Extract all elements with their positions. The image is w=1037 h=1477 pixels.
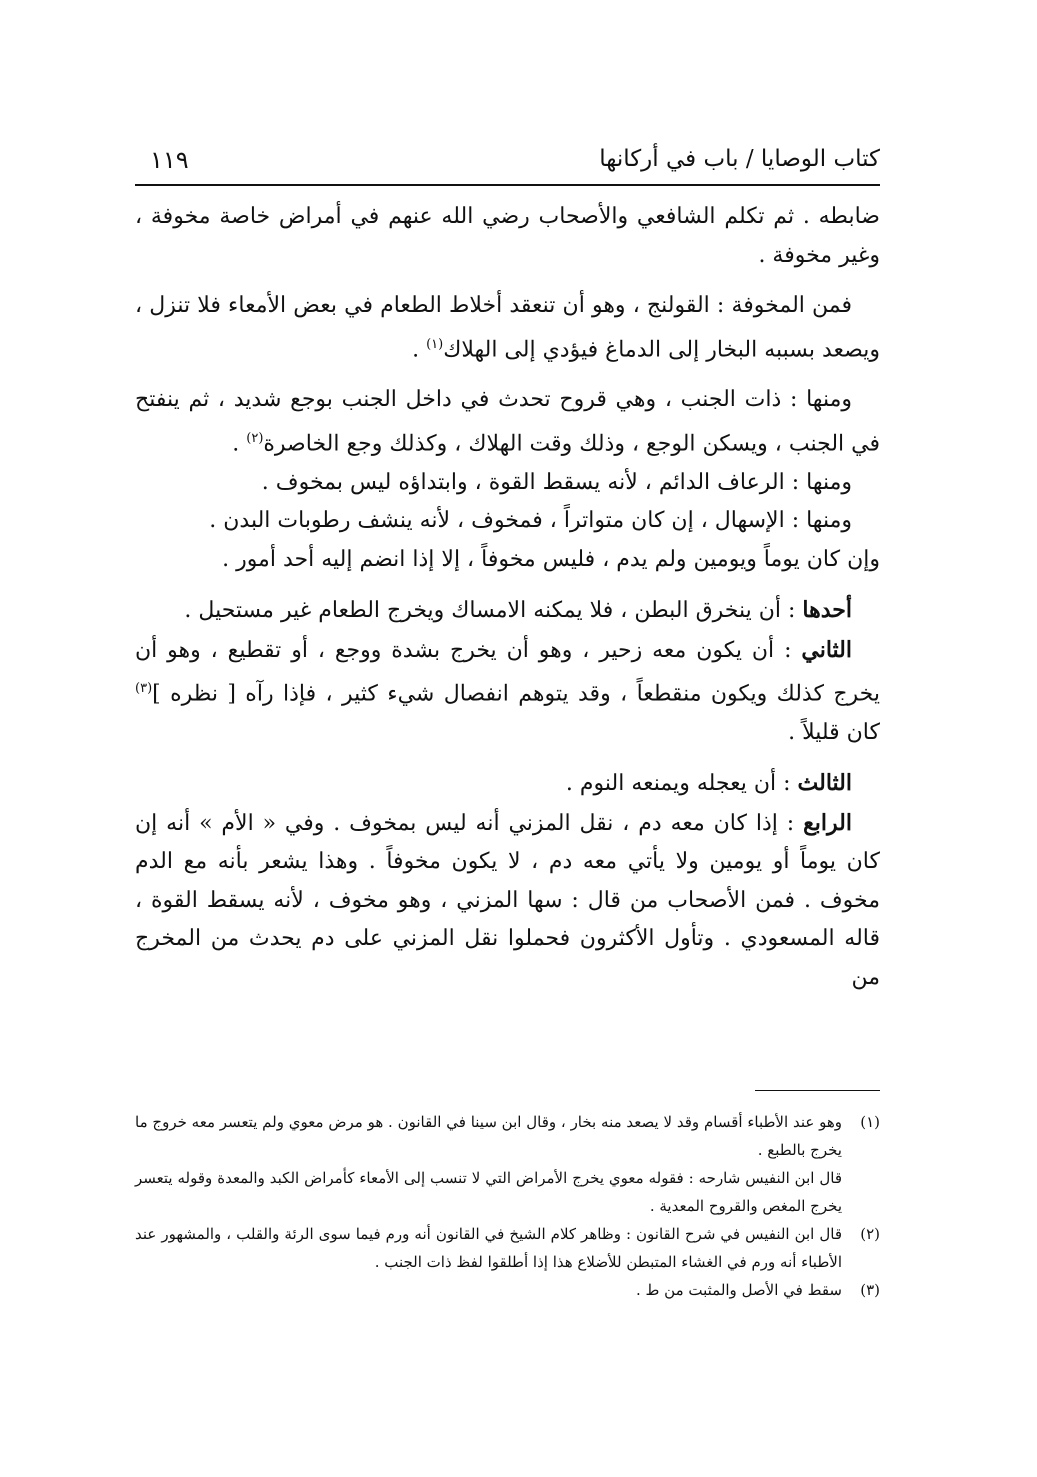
paragraph-2 — [135, 287, 880, 369]
paragraph-2-text: فمن المخوفة : القولنج ، وهو أن تنعقد أخلاط الطعام في بعض الأمعاء فلا تنزل ، ويصعد بسببه البخار إلى الدماغ فيؤدي إلى الهلاك — [135, 293, 880, 362]
footnote-ref-2[interactable]: (٢) — [246, 430, 264, 446]
footnote-2 — [135, 1220, 880, 1276]
paragraph-7-text: : أن ينخرق البطن ، فلا يمكنه الامساك ويخرج الطعام غير مستحيل . — [184, 598, 803, 624]
paragraph-10 — [135, 804, 880, 998]
paragraph-3 — [135, 381, 880, 463]
footnote-1-continuation: قال ابن النفيس شارحه : فقوله معوي يخرج الأمراض التي لا تنسب إلى الأمعاء كأمراض الكبد والمعدة وقوله يتعسر يخرج المغص والقروح المعدية . — [135, 1169, 842, 1215]
header-title: كتاب الوصايا / باب في أركانها — [599, 146, 880, 172]
page-number: ١١٩ — [150, 146, 189, 174]
paragraph-9-text: : أن يعجله ويمنعه النوم . — [565, 771, 798, 797]
footnote-rule — [755, 1090, 880, 1091]
item-label-1: أحدها — [802, 597, 852, 624]
footnote-2-number: (٢) — [860, 1225, 880, 1243]
footnotes — [135, 1108, 880, 1304]
footnote-ref-3[interactable]: (٣) — [135, 681, 153, 697]
footnote-3 — [135, 1276, 880, 1304]
paragraph-9 — [135, 764, 880, 804]
footnote-3-text: سقط في الأصل والمثبت من ط . — [635, 1281, 842, 1299]
footnote-1 — [135, 1108, 880, 1164]
paragraph-1: ضابطه . ثم تكلم الشافعي والأصحاب رضي الله عنهم في أمراض خاصة مخوفة ، وغير مخوفة . — [135, 204, 880, 268]
item-label-3: الثالث — [797, 770, 852, 797]
paragraph-7 — [135, 591, 880, 631]
paragraph-8-end: كان قليلاً . — [788, 719, 880, 745]
footnote-3-number: (٣) — [860, 1281, 880, 1299]
item-label-2: الثاني — [801, 636, 852, 663]
paragraph-10-text: : إذا كان معه دم ، نقل المزني أنه ليس بمخوف . وفي « الأم » أنه إن كان يوماً أو يومين ولا يأتي معه دم ، لا يكون مخوفاً . وهذا يشعر بأنه مع الدم مخوف . فمن الأصحاب من قال : سها المزني ، وهو مخوف ، لأنه يسقط القوة ، قاله المسعودي . وتأول الأكثرون فحملوا نقل المزني على دم يحدث من المخرج من — [135, 810, 880, 990]
paragraph-8 — [135, 631, 880, 753]
paragraph-4: ومنها : الرعاف الدائم ، لأنه يسقط القوة ، وابتداؤه ليس بمخوف . — [261, 469, 852, 495]
main-text — [135, 198, 880, 997]
paragraph-6: وإن كان يوماً ويومين ولم يدم ، فليس مخوفاً ، إلا إذا انضم إليه أحد أمور . — [222, 546, 880, 572]
footnote-2-text: قال ابن النفيس في شرح القانون : وظاهر كلام الشيخ في القانون أنه ورم فيما سوى الرئة والقلب ، والمشهور عند الأطباء أنه ورم في الغشاء المتبطن للأضلاع هذا إذا أطلقوا لفظ ذات الجنب . — [135, 1225, 842, 1271]
running-header — [135, 140, 880, 182]
paragraph-3-text: ومنها : ذات الجنب ، وهي قروح تحدث في داخل الجنب بوجع شديد ، ثم ينفتح في الجنب ، ويسكن الوجع ، وذلك وقت الهلاك ، وكذلك وجع الخاصرة — [135, 387, 880, 457]
footnote-1-text: وهو عند الأطباء أقسام وقد لا يصعد منه بخار ، وقال ابن سينا في القانون . هو مرض معوي ولم يتعسر معه خروج ما يخرج بالطبع . — [135, 1113, 842, 1159]
footnote-1-number: (١) — [860, 1113, 880, 1131]
paragraph-2-end: . — [412, 336, 427, 362]
paragraph-3-end: . — [232, 431, 247, 457]
header-rule — [135, 184, 880, 186]
paragraph-8-text: : أن يكون معه زحير ، وهو أن يخرج بشدة ووجع ، أو تقطيع ، وهو أن يخرج كذلك ويكون منقطعاً ، وقد يتوهم انفصال شيء كثير ، فإذا رآه [ نظره ] — [135, 637, 880, 707]
footnote-ref-1[interactable]: (١) — [426, 336, 444, 352]
item-label-4: الرابع — [803, 809, 852, 836]
paragraph-5: ومنها : الإسهال ، إن كان متواتراً ، فمخوف ، لأنه ينشف رطوبات البدن . — [209, 508, 852, 534]
